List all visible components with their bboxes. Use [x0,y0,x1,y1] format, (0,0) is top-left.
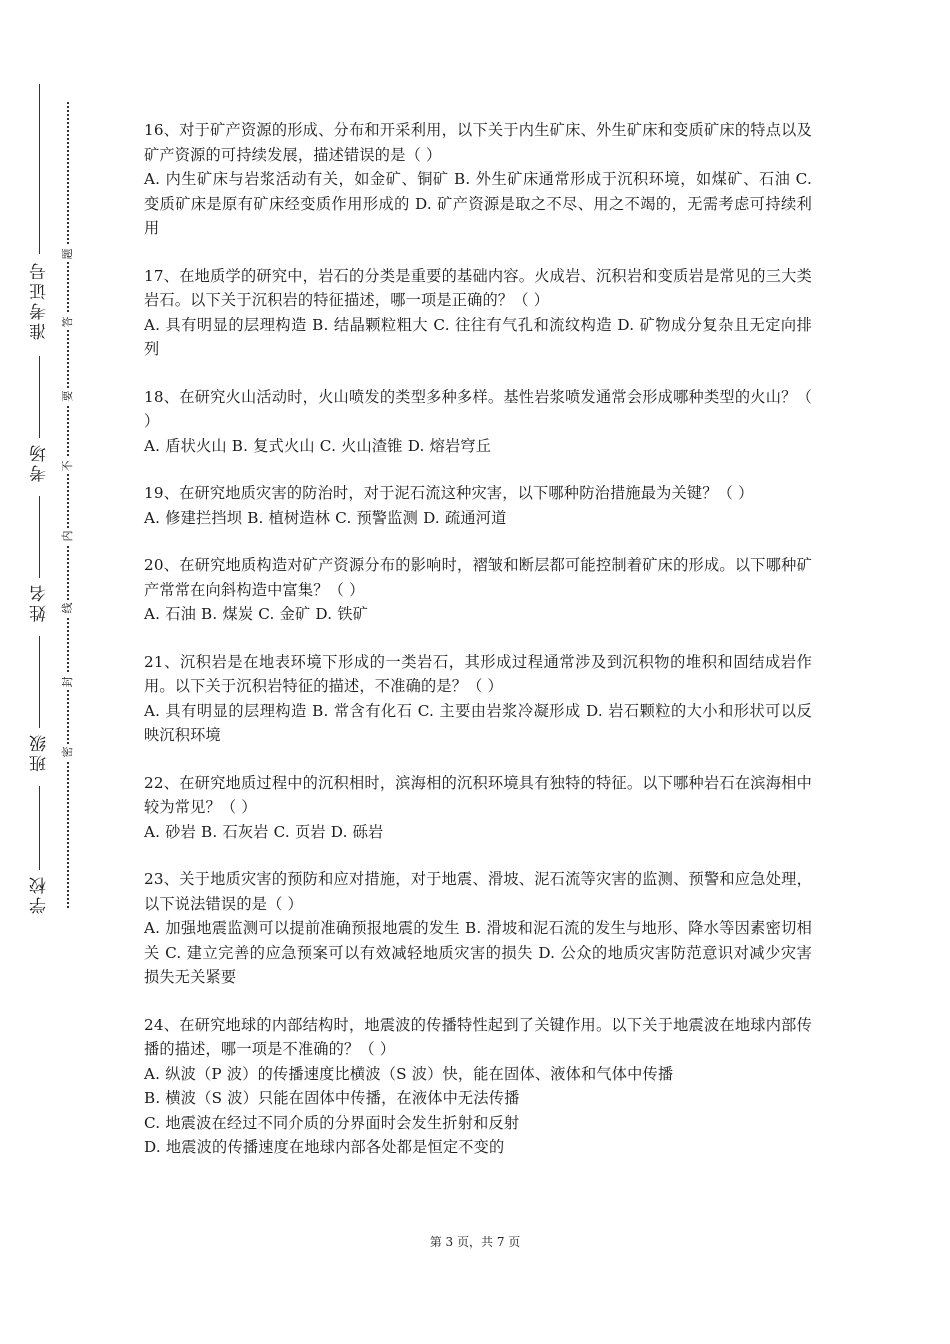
question-stem: 21、沉积岩是在地表环境下形成的一类岩石，其形成过程通常涉及到沉积物的堆积和固结成岩作用。以下关于沉积岩特征的描述，不准确的是？（ ） [144,652,812,695]
question-17 [144,264,812,362]
question-options: A. 石油 B. 煤炭 C. 金矿 D. 铁矿 [144,605,369,623]
exam-id-label: 准考证号 [30,260,50,340]
option-b: B. 横波（S 波）只能在固体中传播，在液体中无法传播 [144,1089,520,1107]
question-24 [144,1013,812,1160]
question-23 [144,867,812,990]
seal-mark: 不 [62,458,74,474]
question-options: A. 加强地震监测可以提前准确预报地震的发生 B. 滑坡和泥石流的发生与地形、降水等因素密切相关 C. 建立完善的应急预案可以有效减轻地质灾害的损失 D. 公众的地质灾害防范意识对减少灾害损失无关紧要 [144,919,812,986]
question-options: A. 盾状火山 B. 复式火山 C. 火山渣锥 D. 熔岩穹丘 [144,436,492,455]
option-a: A. 纵波（P 波）的传播速度比横波（S 波）快，能在固体、液体和气体中传播 [144,1064,674,1083]
question-stem: 22、在研究地质过程中的沉积相时，滨海相的沉积环境具有独特的特征。以下哪种岩石在滨海相中较为常见？（ ） [144,773,812,816]
question-options: A. 具有明显的层理构造 B. 结晶颗粒粗大 C. 往往有气孔和流纹构造 D. 矿物成分复杂且无定向排列 [144,315,812,358]
question-22 [144,771,812,845]
margin-line [39,356,40,438]
question-18 [144,385,812,459]
seal-mark: 密 [62,744,74,760]
question-stem: 23、关于地质灾害的预防和应对措施，对于地震、滑坡、泥石流等灾害的监测、预警和应急处理，以下说法错误的是（ ） [144,870,812,913]
margin-line [39,636,40,728]
question-19 [144,481,812,530]
seal-mark: 答 [62,314,74,330]
question-21 [144,650,812,748]
option-d: D. 地震波的传播速度在地球内部各处都是恒定不变的 [144,1138,505,1156]
page-number: 第 3 页，共 7 页 [429,1235,521,1249]
margin-line [39,786,40,870]
question-stem: 24、在研究地球的内部结构时，地震波的传播特性起到了关键作用。以下关于地震波在地球内部传播的描述，哪一项是不准确的？（ ） [144,1015,812,1058]
seal-mark: 线 [62,600,74,616]
class-label: 班级 [30,732,50,772]
option-c: C. 地震波在经过不同介质的分界面时会发生折射和反射 [144,1113,520,1132]
seal-mark: 要 [62,388,74,404]
margin-line [39,84,40,254]
question-list [144,118,812,1183]
question-stem: 20、在研究地质构造对矿产资源分布的影响时，褶皱和断层都可能控制着矿床的形成。以下哪种矿产常常在向斜构造中富集？（ ） [144,556,812,599]
seal-mark: 封 [62,674,74,690]
question-stem: 18、在研究火山活动时，火山喷发的类型多种多样。基性岩浆喷发通常会形成哪种类型的火山？（ ） [144,387,812,430]
question-stem: 16、对于矿产资源的形成、分布和开采利用，以下关于内生矿床、外生矿床和变质矿床的特点以及矿产资源的可持续发展，描述错误的是（ ） [144,121,812,164]
question-stem: 19、在研究地质灾害的防治时，对于泥石流这种灾害，以下哪种防治措施最为关键？（ ） [144,484,754,502]
question-options: A. 具有明显的层理构造 B. 常含有化石 C. 主要由岩浆冷凝形成 D. 岩石颗粒的大小和形状可以反映沉积环境 [144,701,812,744]
question-stem: 17、在地质学的研究中，岩石的分类是重要的基础内容。火成岩、沉积岩和变质岩是常见的三大类岩石。以下关于沉积岩的特征描述，哪一项是正确的？（ ） [144,266,812,309]
seal-mark: 题 [62,246,74,262]
question-options: A. 内生矿床与岩浆活动有关，如金矿、铜矿 B. 外生矿床通常形成于沉积环境，如煤矿、石油 C. 变质矿床是原有矿床经变质作用形成的 D. 矿产资源是取之不尽、用之不竭的，无需考虑可持续利用 [144,170,812,237]
question-20 [144,553,812,627]
question-options: A. 修建拦挡坝 B. 植树造林 C. 预警监测 D. 疏通河道 [144,508,507,527]
name-label: 姓名 [30,582,50,622]
school-label: 学校 [30,874,50,914]
exam-room-label: 考场 [30,442,50,482]
question-options: A. 砂岩 B. 石灰岩 C. 页岩 D. 砾岩 [144,822,384,841]
question-16 [144,118,812,241]
margin-line [39,496,40,578]
seal-mark: 内 [62,528,74,544]
seal-line [61,102,74,908]
